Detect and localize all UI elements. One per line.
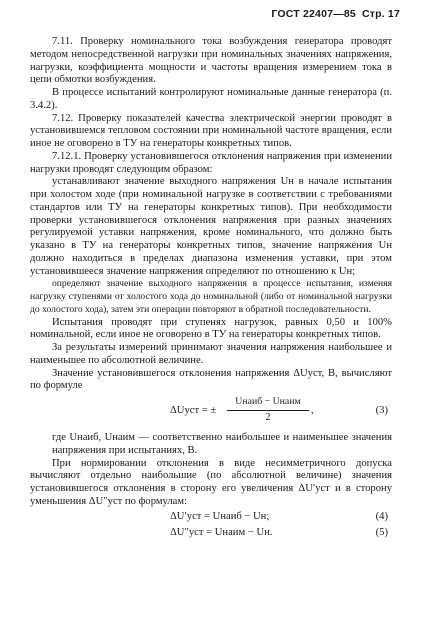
- formula-3-numerator: Uнаиб − Uнаим: [227, 396, 309, 411]
- formula-5-number: (5): [375, 526, 388, 538]
- formula-5: [30, 526, 392, 541]
- paragraph-set-voltage: устанавливают значение выходного напряжения Uн в начале испытания при холостом ходе (при номинальной нагрузке в соответствии с требованиями стандартов или ТУ на генераторы конкретных типов). При необходимости проверки установившегося отклонения напряжения при разных значениях регулируемой уставки напряжения, кроме номинального, что должно быть указано в ТУ на генераторы конкретных типов, значение напряжения Uн должно находиться в пределах диапазона изменения уставки, при этом установившееся значение напряжения определяют по отношению к Uн;: [30, 176, 392, 277]
- paragraph-asymmetric: При нормировании отклонения в виде несимметричного допуска вычисляют отдельно наибольшие (по абсолютной величине) значения установившегося отклонения в сторону его увеличения ΔU′уст и в сторону уменьшения ΔU″уст по формулам:: [30, 457, 392, 507]
- paragraph-results: За результаты измерений принимают значения напряжения наибольшее и наименьшее по абсолютной величине.: [30, 342, 392, 366]
- page-number: Стр. 17: [361, 8, 400, 20]
- formula-3-denominator: 2: [265, 411, 271, 423]
- formula-3-tail: ,: [311, 405, 314, 416]
- formula-3-fraction: [227, 396, 309, 425]
- paragraph-load-steps: Испытания проводят при ступенях нагрузок, равных 0,50 и 100% номинальной, если иное не оговорено в ТУ на генераторы конкретных типов.: [30, 316, 392, 341]
- formula-3: [30, 396, 392, 430]
- formula-4: [30, 510, 392, 525]
- formula-3-lhs: ΔUуст = ±: [170, 405, 217, 416]
- paragraph-where: где Uнаиб, Uнаим — соответственно наибольшее и наименьшее значения напряжения при испытаниях, В.: [52, 432, 392, 456]
- page-header: [271, 8, 400, 20]
- body-text: [30, 36, 392, 542]
- paragraph-7-12-1: 7.12.1. Проверку установившегося отклонения напряжения при изменении нагрузки проводят следующим образом:: [30, 150, 392, 175]
- formula-3-number: (3): [375, 405, 388, 416]
- paragraph-determine-voltage: определяют значение выходного напряжения в процессе испытания, изменяя нагрузку ступенями от холостого хода до номинальной (либо от номинальной нагрузки до холостого хода), затем эти операции повторяют в обратной последовательности.: [30, 278, 392, 315]
- standard-number: ГОСТ 22407—85: [271, 8, 356, 20]
- formula-5-expr: ΔU″уст = Uнаим − Uн.: [170, 526, 273, 538]
- paragraph-formula-intro: Значение установившегося отклонения напряжения ΔUуст, В, вычисляют по формуле: [30, 367, 392, 392]
- paragraph-7-11: 7.11. Проверку номинального тока возбуждения генератора проводят методом непосредственной нагрузки при номинальных значениях напряжения, нагрузки, коэффициента мощности и частоты вращения измерением тока в цепи обмотки возбуждения.: [30, 36, 392, 86]
- formula-4-expr: ΔU′уст = Uнаиб − Uн;: [170, 510, 270, 522]
- paragraph-control: В процессе испытаний контролируют номинальные данные генератора (п. 3.4.2).: [30, 87, 392, 111]
- paragraph-7-12: 7.12. Проверку показателей качества электрической энергии проводят в установившемся тепловом состоянии при номинальной частоте вращения, если иное не оговорено в ТУ на генераторы конкретных типов.: [30, 112, 392, 149]
- formula-4-number: (4): [375, 510, 388, 522]
